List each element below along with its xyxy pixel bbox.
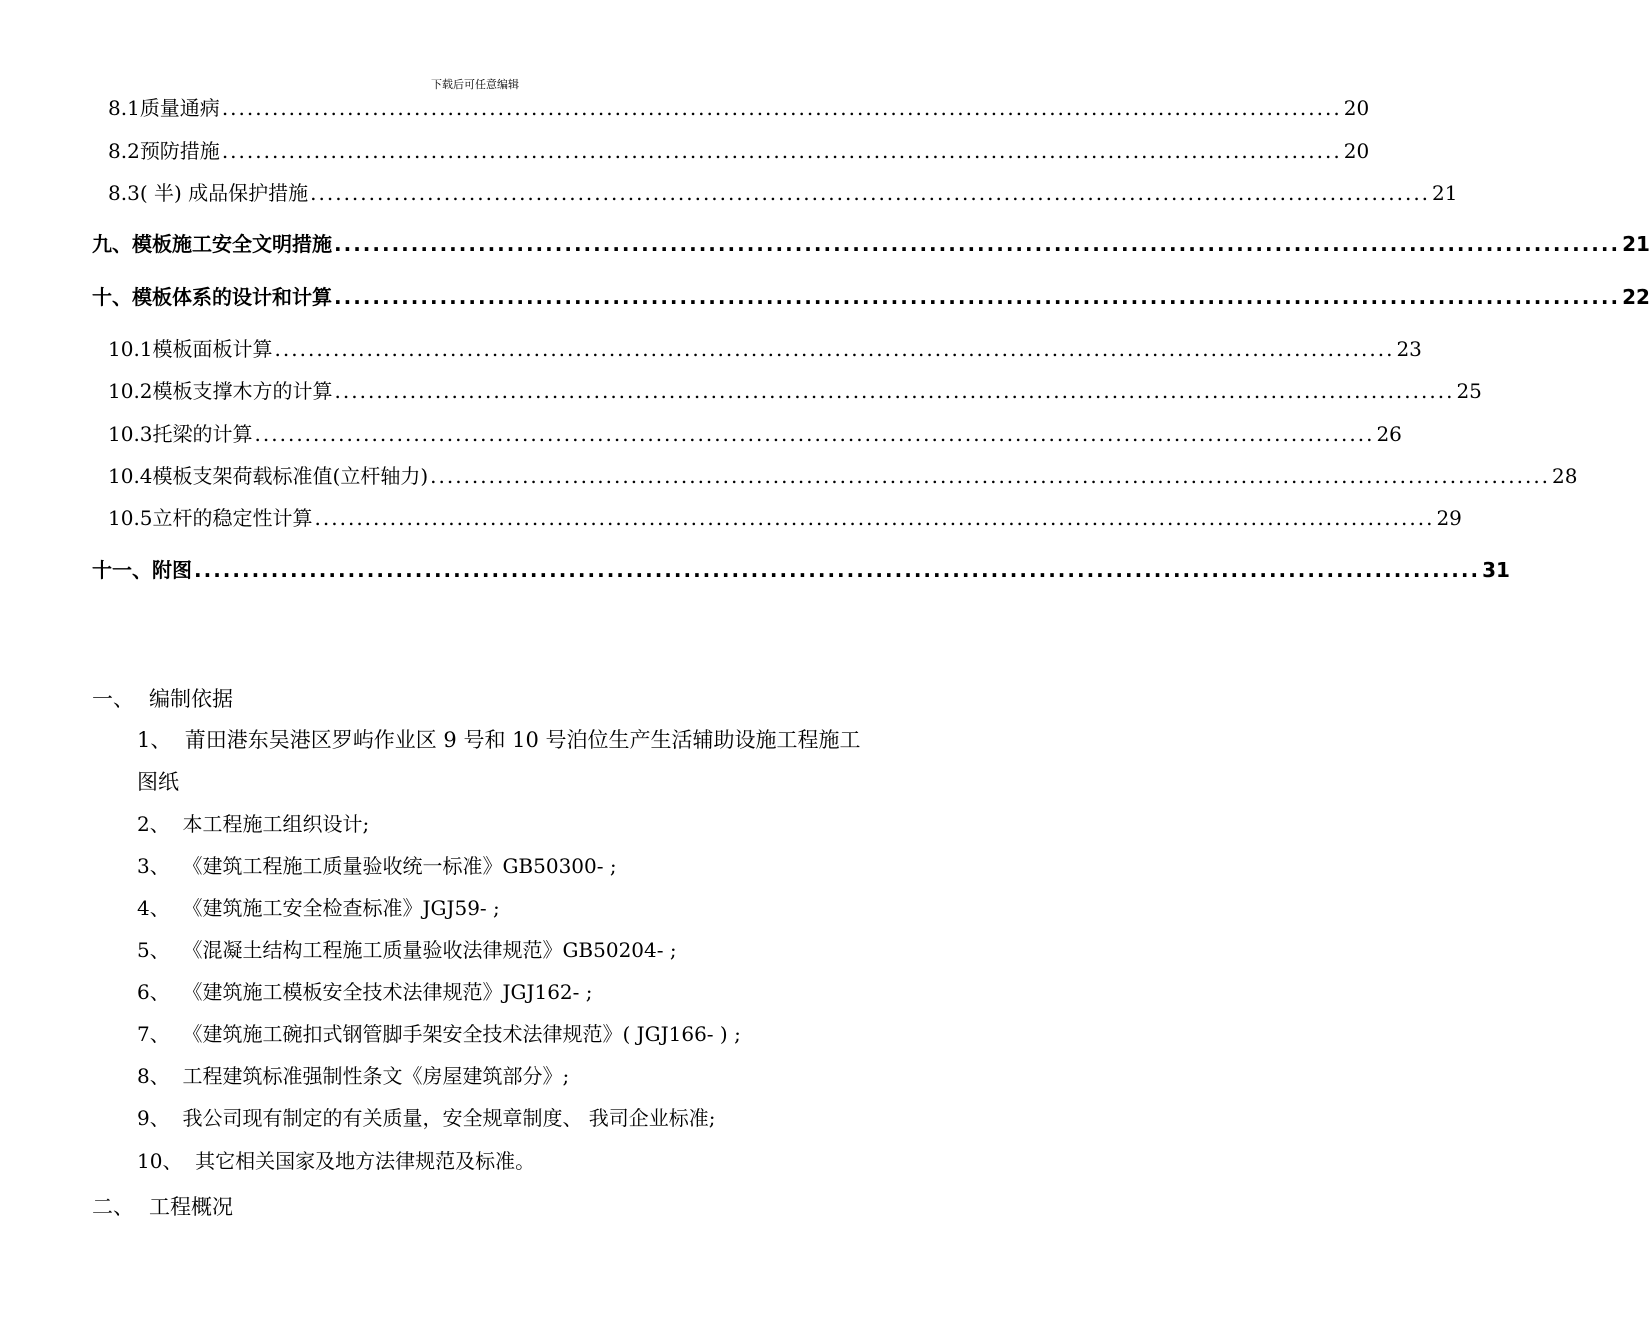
toc-entry-8-2[interactable] [108,135,1370,164]
basis-item-4 [137,887,500,929]
toc-title: 质量通病 [139,96,220,120]
item-number: 3、 [137,854,170,878]
item-text: 《建筑施工安全检查标准》JGJ59- ; [182,896,500,920]
toc-page-number: 22 [1622,285,1650,309]
toc-page-number: 20 [1343,139,1370,163]
toc-leader-dots: ...................................................................................................................................... [274,337,1395,361]
toc-number: 九、 [92,232,132,256]
item-number: 10、 [137,1149,183,1173]
section-title: 工程概况 [149,1195,233,1219]
section-heading-1 [92,683,233,713]
toc-page-number: 29 [1436,506,1462,530]
toc-leader-dots: ...................................................................................................................................... [221,96,1342,120]
toc-entry-9[interactable] [92,228,1650,257]
toc-number: 8.1 [108,96,140,120]
basis-item-2 [137,803,369,845]
toc-page-number: 21 [1622,232,1650,256]
basis-item-9 [137,1097,716,1139]
item-text: 《建筑施工模板安全技术法律规范》JGJ162- ; [182,980,593,1004]
toc-page-number: 25 [1456,379,1482,403]
item-number: 2、 [137,812,170,836]
toc-page-number: 23 [1396,337,1422,361]
item-text: 其它相关国家及地方法律规范及标准。 [195,1149,536,1173]
item-text: 本工程施工组织设计; [182,812,370,836]
toc-title: 模板体系的设计和计算 [132,285,332,309]
item-text: 《混凝土结构工程施工质量验收法律规范》GB50204- ; [182,938,677,962]
toc-page-number: 20 [1343,96,1370,120]
toc-title: ( 半) 成品保护措施 [139,181,309,205]
toc-page-number: 26 [1376,422,1402,446]
toc-number: 8.3 [108,181,140,205]
toc-leader-dots: ...................................................................................................................................... [310,181,1431,205]
page-header: 下载后可任意编辑 [431,78,519,91]
toc-leader-dots: ...................................................................................................................................... [221,139,1342,163]
toc-entry-11[interactable] [92,554,1510,583]
toc-page-number: 21 [1432,181,1458,205]
toc-entry-10-5[interactable] [108,502,1462,531]
item-number: 1、 [137,728,172,752]
item-number: 4、 [137,896,170,920]
toc-leader-dots: ...................................................................................................................................... [194,558,1481,582]
item-number: 6、 [137,980,170,1004]
toc-entry-8-1[interactable] [108,92,1370,121]
item-number: 9、 [137,1106,170,1130]
toc-entry-10-4[interactable] [108,460,1578,489]
toc-entry-10-1[interactable] [108,333,1422,362]
item-text: 工程建筑标准强制性条文《房屋建筑部分》; [182,1064,570,1088]
toc-number: 8.2 [108,139,140,163]
basis-item-10 [137,1140,535,1182]
section-number: 一、 [92,687,134,711]
toc-leader-dots: ...................................................................................................................................... [334,379,1455,403]
toc-number: 十、 [92,285,132,309]
toc-title: 模板支架荷载标准值(立杆轴力) [152,464,429,488]
toc-title: 模板支撑木方的计算 [152,379,333,403]
section-heading-2 [92,1191,233,1221]
section-number: 二、 [92,1195,134,1219]
basis-item-6 [137,971,593,1013]
item-number: 8、 [137,1064,170,1088]
basis-item-8 [137,1055,569,1097]
item-text: 莆田港东吴港区罗屿作业区 9 号和 10 号泊位生产生活辅助设施工程施工图纸 [137,728,861,794]
item-text: 《建筑施工碗扣式钢管脚手架安全技术法律规范》( JGJ166- ) ; [182,1022,741,1046]
toc-title: 模板面板计算 [152,337,273,361]
basis-item-1 [92,719,862,803]
toc-leader-dots: ...................................................................................................................................... [254,422,1375,446]
toc-leader-dots: ...................................................................................................................................... [430,464,1551,488]
toc-leader-dots: ...................................................................................................................................... [334,285,1621,309]
toc-title: 附图 [152,558,192,582]
basis-item-3 [137,845,617,887]
toc-page-number: 28 [1552,464,1578,488]
toc-page-number: 31 [1482,558,1510,582]
toc-title: 模板施工安全文明措施 [132,232,332,256]
toc-number: 10.1 [108,337,153,361]
toc-number: 10.3 [108,422,153,446]
toc-number: 10.5 [108,506,153,530]
item-number: 5、 [137,938,170,962]
toc-entry-8-3[interactable] [108,177,1458,206]
toc-title: 预防措施 [139,139,220,163]
toc-title: 托梁的计算 [152,422,253,446]
toc-entry-10[interactable] [92,281,1650,310]
basis-item-7 [137,1013,741,1055]
toc-entry-10-2[interactable] [108,375,1482,404]
toc-number: 十一、 [92,558,152,582]
item-text: 我公司现有制定的有关质量，安全规章制度、 我司企业标准; [182,1106,716,1130]
toc-number: 10.2 [108,379,153,403]
toc-entry-10-3[interactable] [108,418,1402,447]
item-text: 《建筑工程施工质量验收统一标准》GB50300- ; [182,854,617,878]
basis-item-5 [137,929,677,971]
item-number: 7、 [137,1022,170,1046]
section-title: 编制依据 [149,687,233,711]
toc-title: 立杆的稳定性计算 [152,506,313,530]
toc-number: 10.4 [108,464,153,488]
toc-leader-dots: ...................................................................................................................................... [334,232,1621,256]
toc-leader-dots: ...................................................................................................................................... [314,506,1435,530]
